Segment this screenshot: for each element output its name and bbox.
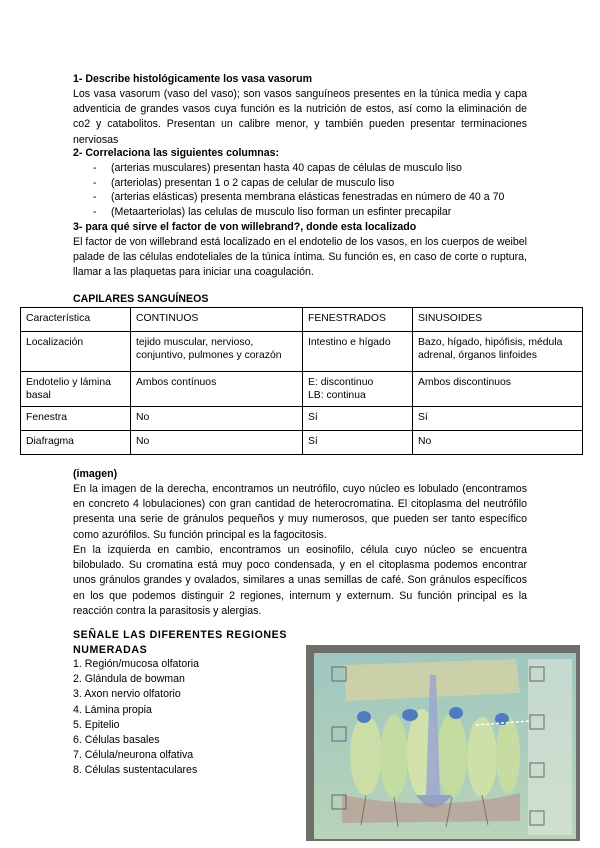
table-cell: No	[413, 431, 583, 455]
list-item: - (arterias musculares) presentan hasta 40 capas de células de musculo liso	[93, 161, 533, 176]
list-item: 7. Célula/neurona olfativa	[73, 749, 194, 762]
q2-list	[93, 161, 533, 219]
table-cell: Fenestra	[21, 407, 131, 431]
list-item: - (Metaarteriolas) las celulas de musculo liso forman un esfinter precapilar	[93, 205, 533, 220]
table-cell: Endotelio y lámina basal	[21, 372, 131, 407]
capilares-table	[20, 307, 583, 455]
table-cell: Diafragma	[21, 431, 131, 455]
list-item: 1. Región/mucosa olfatoria	[73, 658, 200, 670]
table-cell: Localización	[21, 332, 131, 372]
list-item: 2. Glándula de bowman	[73, 673, 185, 686]
capilares-title: CAPILARES SANGUÍNEOS	[73, 293, 209, 305]
table-cell: Sí	[303, 431, 413, 455]
table-cell: Ambos contínuos	[131, 372, 303, 407]
imagen-paragraph-2: En la izquierda en cambio, encontramos un eosinofilo, célula cuyo núcleo se encuentra bilobulado. Su cromatina está muy poco condensada, y en el citoplasma podemos encontrar unos gránulos grandes y ovalados, similares a unas semillas de café. Son gránulos específicos en los que podemos distinguir 2 regiones, internum y externum. Su función principal es la reacción contra la parasitosis y alergias.	[73, 544, 527, 617]
q3-body: El factor de von willebrand está localizado en el endotelio de los vasos, en los cuerpos de weibel palade de las células endoteliales de la túnica íntima. Su función es, en caso de corte o ruptura, llamar a las plaquetas para iniciar una coagulación.	[73, 236, 527, 279]
table-cell: SINUSOIDES	[413, 308, 583, 332]
table-cell: No	[131, 407, 303, 431]
table-cell: Intestino e hígado	[303, 332, 413, 372]
table-cell: FENESTRADOS	[303, 308, 413, 332]
table-row	[21, 431, 583, 455]
list-item: 4. Lámina propia	[73, 703, 152, 716]
list-item: - (arteriolas) presentan 1 o 2 capas de celular de musculo liso	[93, 176, 533, 191]
table-cell: No	[131, 431, 303, 455]
imagen-title: (imagen)	[73, 468, 118, 480]
regiones-list	[73, 657, 199, 779]
table-row	[21, 332, 583, 372]
imagen-paragraph-1: En la imagen de la derecha, encontramos un neutrófilo, cuyo núcleo es lobulado (encontramos en concreto 4 lobulaciones) con gran cantidad de heterocromatina. El citoplasma del neutrófilo presenta una serie de gránulos pequeños y muy numerosos, que pueden ser tanto específico como azurófilos. Su función principal es la fagocitosis.	[73, 483, 527, 541]
list-item: - (arterias elásticas) presenta membrana elásticas fenestradas en número de 40 a 70	[93, 190, 533, 205]
q1-body: Los vasa vasorum (vaso del vaso); son vasos sanguíneos presentes en la túnica media y capa adventicia de grandes vasos cuya función es la nutrición de estos, así como la eliminación de co2 y catabolitos. Presentan un calibre menor, y también pueden presentar terminaciones nerviosas	[73, 88, 527, 146]
olfactory-epithelium-photo	[306, 645, 580, 841]
q2-title: 2- Correlaciona las siguientes columnas:	[73, 147, 280, 159]
table-row	[21, 407, 583, 431]
q3-title: 3- para qué sirve el factor de von willebrand?, donde esta localizado	[73, 221, 417, 233]
list-item: 8. Células sustentaculares	[73, 764, 198, 777]
q1-title: 1- Describe histológicamente los vasa vasorum	[73, 73, 313, 85]
list-item: 5. Epitelio	[73, 718, 120, 731]
list-item: 3. Axon nervio olfatorio	[73, 688, 181, 701]
table-cell: Ambos discontinuos	[413, 372, 583, 407]
table-cell: CONTINUOS	[131, 308, 303, 332]
list-item: 6. Células basales	[73, 734, 160, 747]
table-cell: Característica	[21, 308, 131, 332]
table-cell: E: discontinuo LB: continua	[303, 372, 413, 407]
regiones-title: SEÑALE LAS DIFERENTES REGIONES NUMERADAS	[73, 629, 288, 656]
table-cell: tejido muscular, nervioso, conjuntivo, pulmones y corazón	[131, 332, 303, 372]
table-row	[21, 308, 583, 332]
table-cell: Sí	[413, 407, 583, 431]
table-row	[21, 372, 583, 407]
table-cell: Sí	[303, 407, 413, 431]
table-cell: Bazo, hígado, hipófisis, médula adrenal, órganos linfoides	[413, 332, 583, 372]
olfactory-diagram-image	[306, 645, 580, 841]
